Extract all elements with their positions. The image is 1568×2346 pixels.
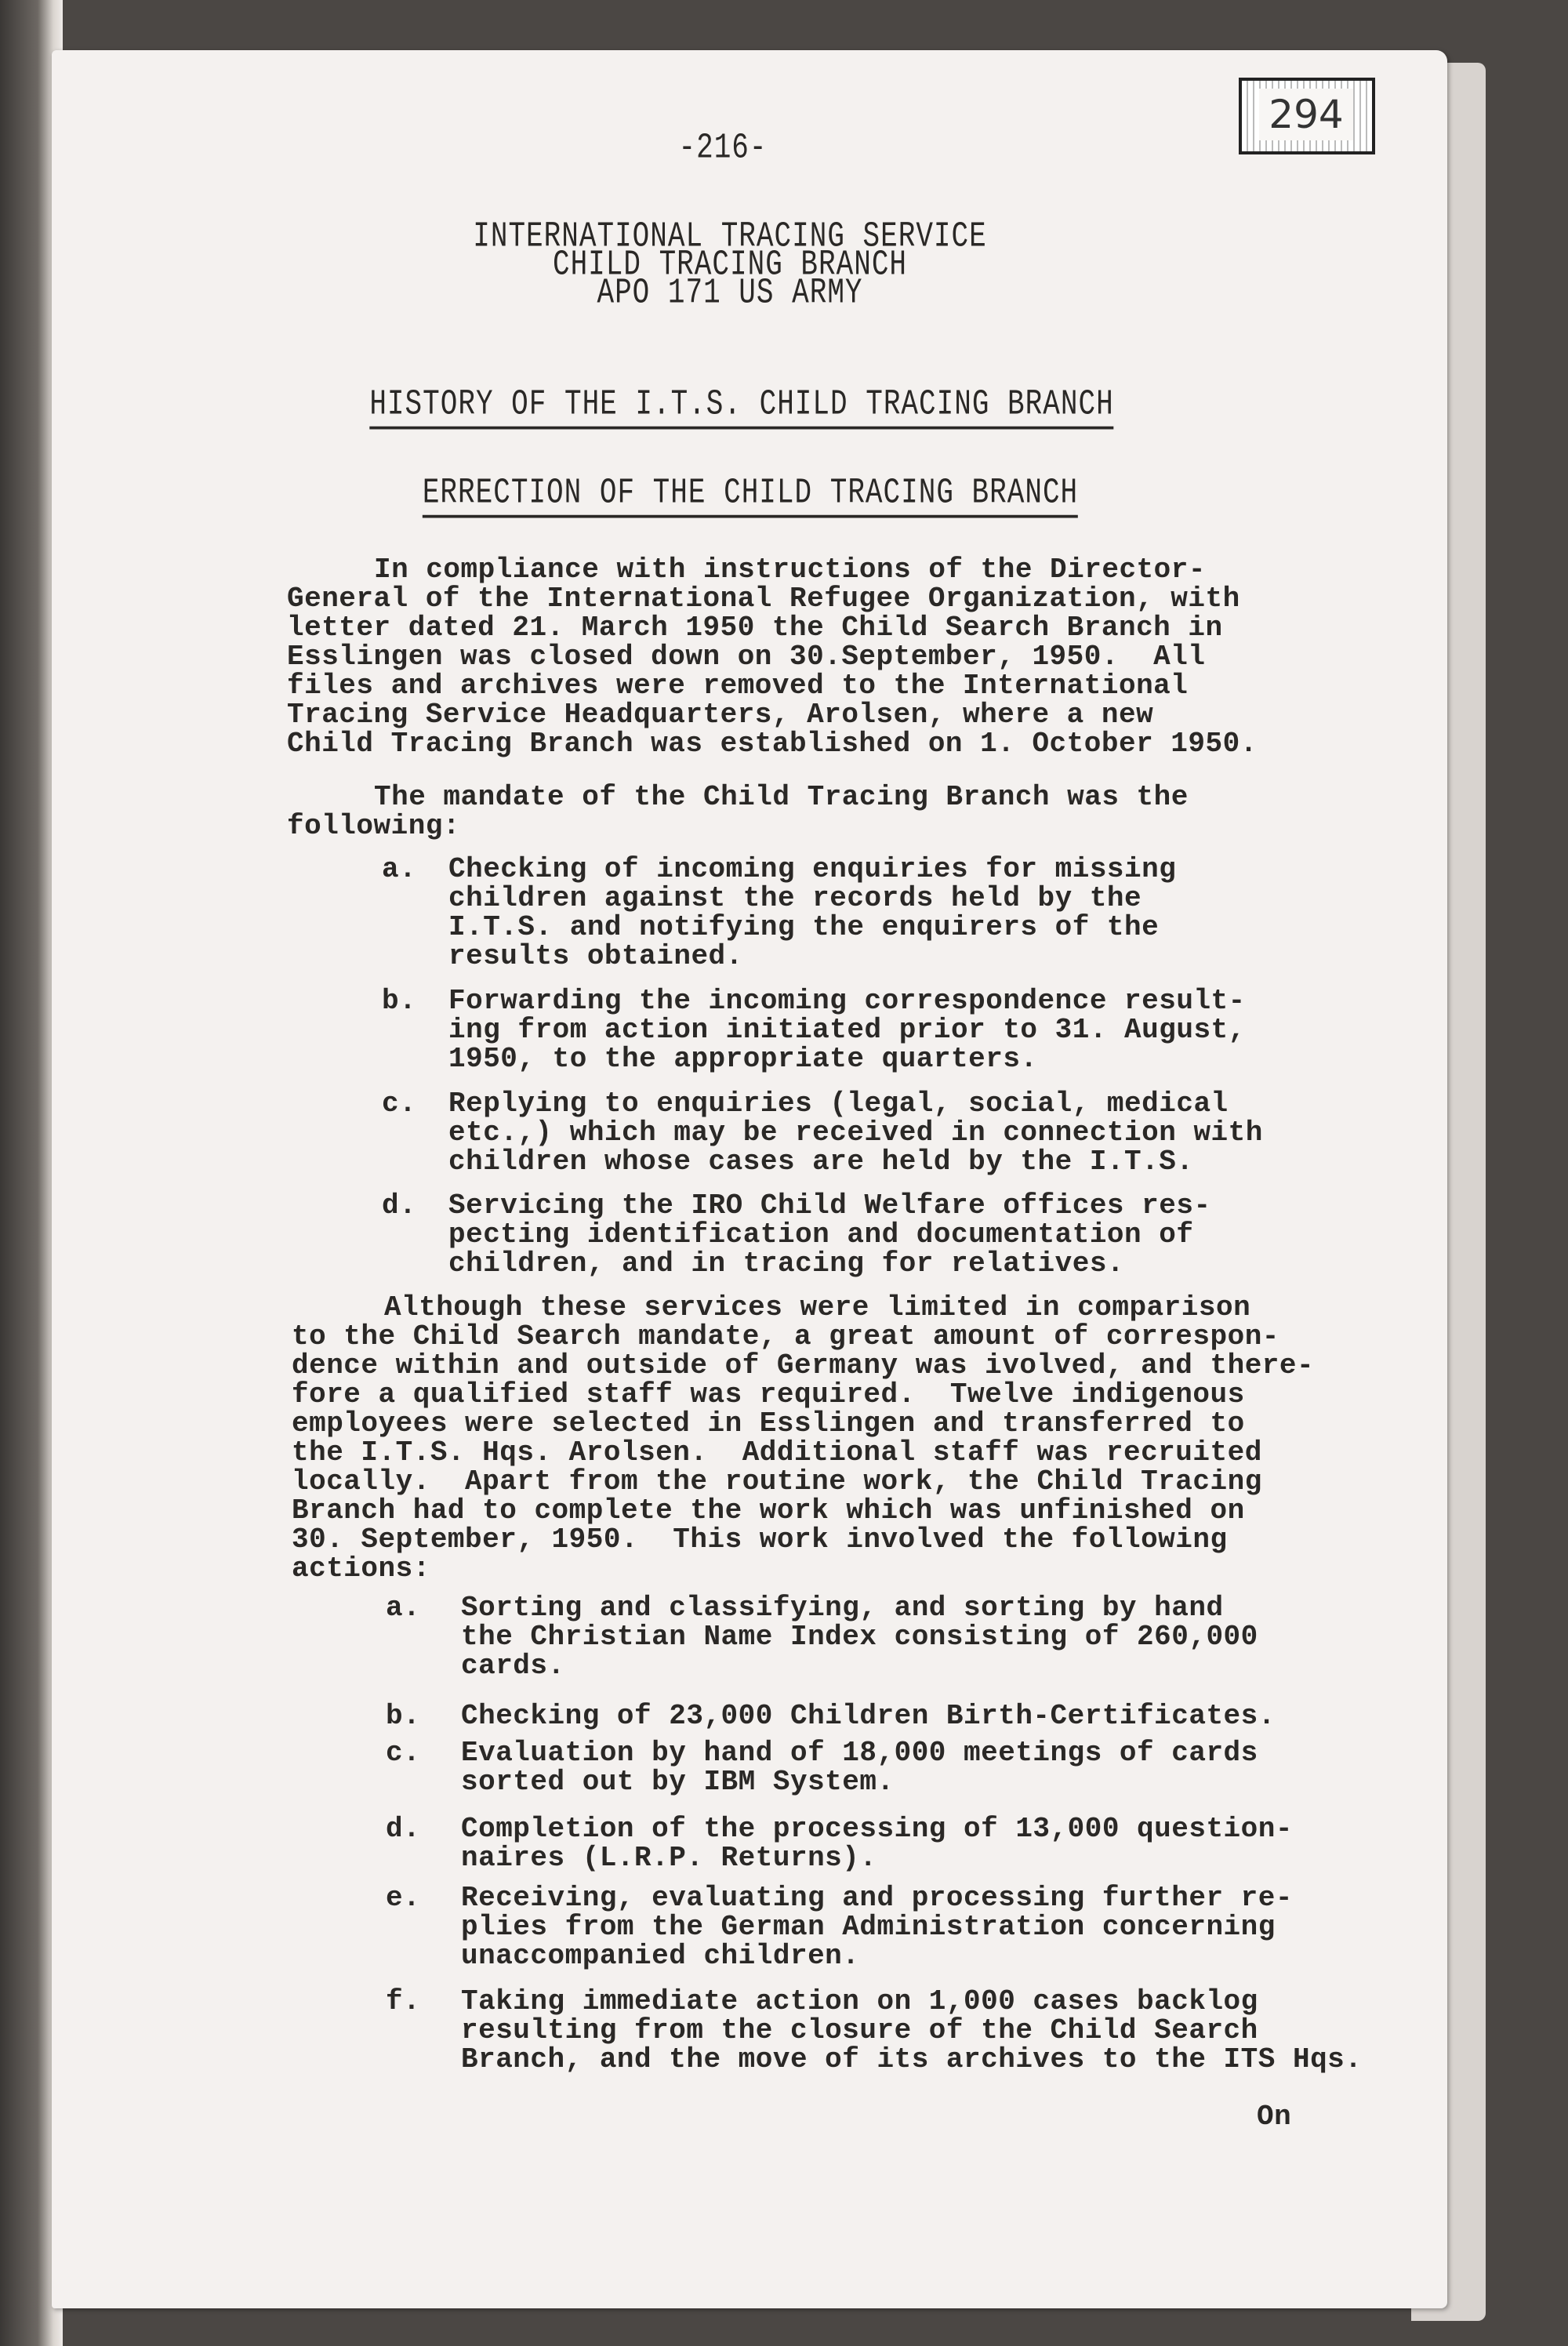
paragraph-line: letter dated 21. March 1950 the Child Search Branch in [287,612,1223,644]
list-item-line: cards. [461,1650,565,1682]
list-item-line: Forwarding the incoming correspondence result- [448,985,1246,1017]
stamp-number: 294 [1259,89,1353,140]
list-item-line: unaccompanied children. [461,1940,860,1972]
list-item-letter: e. [386,1882,421,1914]
paragraph-line: 30. September, 1950. This work involved the following [292,1523,1228,1556]
list-item-line: Checking of 23,000 Children Birth-Certificates. [461,1700,1276,1732]
paragraph-line: dence within and outside of Germany was ivolved, and there- [292,1349,1315,1382]
continuation-word: On [1257,2101,1292,2133]
list-item-line: pecting identification and documentation of [448,1218,1194,1251]
paragraph-line: to the Child Search mandate, a great amount of correspon- [292,1320,1279,1353]
paragraph-line: locally. Apart from the routine work, the Child Tracing [292,1465,1262,1498]
list-item-line: Sorting and classifying, and sorting by hand [461,1592,1224,1624]
paragraph-line: files and archives were removed to the International [287,670,1189,702]
list-item-line: Branch, and the move of its archives to the ITS Hqs. [461,2043,1363,2075]
paragraph-line: Child Tracing Branch was established on 1. October 1950. [287,728,1258,760]
list-item-line: Taking immediate action on 1,000 cases backlog [461,1985,1258,2017]
letterhead-line: INTERNATIONAL TRACING SERVICE [473,216,987,257]
paragraph-line: fore a qualified staff was required. Twelve indigenous [292,1378,1245,1411]
list-item-line: children, and in tracing for relatives. [448,1247,1125,1280]
paragraph-line: the I.T.S. Hqs. Arolsen. Additional staff was recruited [292,1436,1262,1469]
list-item-line: naires (L.R.P. Returns). [461,1842,877,1874]
list-item-line: children against the records held by the [448,882,1142,914]
list-item-line: Completion of the processing of 13,000 question- [461,1813,1293,1845]
list-item-line: children whose cases are held by the I.T.S. [448,1146,1194,1178]
paragraph-line: Tracing Service Headquarters, Arolsen, where a new [287,699,1154,731]
list-item-line: plies from the German Administration concerning [461,1911,1276,1943]
paragraph-line: employees were selected in Esslingen and transferred to [292,1407,1245,1440]
list-item-letter: d. [386,1813,421,1845]
list-item-line: results obtained. [448,940,743,972]
list-item-line: resulting from the closure of the Child Search [461,2014,1258,2046]
list-item-line: Replying to enquiries (legal, social, medical [448,1088,1229,1120]
document-title: HISTORY OF THE I.T.S. CHILD TRACING BRANCH [369,387,1113,430]
list-item-line: Evaluation by hand of 18,000 meetings of cards [461,1737,1258,1769]
list-item-line: ing from action initiated prior to 31. August, [448,1014,1246,1046]
archive-number-stamp [1239,78,1375,154]
letterhead-line: APO 171 US ARMY [597,272,863,314]
list-item-letter: d. [382,1189,417,1222]
list-item-letter: b. [382,985,417,1017]
paragraph-line: Branch had to complete the work which was unfinished on [292,1494,1245,1527]
paragraph-line: Although these services were limited in comparison [384,1291,1251,1324]
page-number: -216- [678,127,768,169]
list-item-line: I.T.S. and notifying the enquirers of the [448,911,1160,943]
list-item-line: 1950, to the appropriate quarters. [448,1043,1038,1075]
paragraph-line: The mandate of the Child Tracing Branch was the [374,781,1189,813]
list-item-letter: a. [382,853,417,885]
list-item-letter: f. [386,1985,421,2017]
letterhead-line: CHILD TRACING BRANCH [552,244,908,285]
list-item-letter: a. [386,1592,421,1624]
paragraph-line: actions: [292,1552,430,1585]
list-item-line: the Christian Name Index consisting of 260,000 [461,1621,1258,1653]
list-item-line: etc.,) which may be received in connection with [448,1117,1263,1149]
list-item-letter: b. [386,1700,421,1732]
list-item-letter: c. [382,1088,417,1120]
paragraph-line: following: [287,810,461,842]
paragraph-line: In compliance with instructions of the Director- [374,554,1206,586]
list-item-line: Checking of incoming enquiries for missing [448,853,1177,885]
paragraph-line: Esslingen was closed down on 30.September, 1950. All [287,641,1206,673]
list-item-line: Servicing the IRO Child Welfare offices res- [448,1189,1211,1222]
list-item-line: Receiving, evaluating and processing further re- [461,1882,1293,1914]
list-item-line: sorted out by IBM System. [461,1766,895,1798]
section-heading: ERRECTION OF THE CHILD TRACING BRANCH [423,475,1078,518]
paragraph-line: General of the International Refugee Organization, with [287,583,1240,615]
list-item-letter: c. [386,1737,421,1769]
